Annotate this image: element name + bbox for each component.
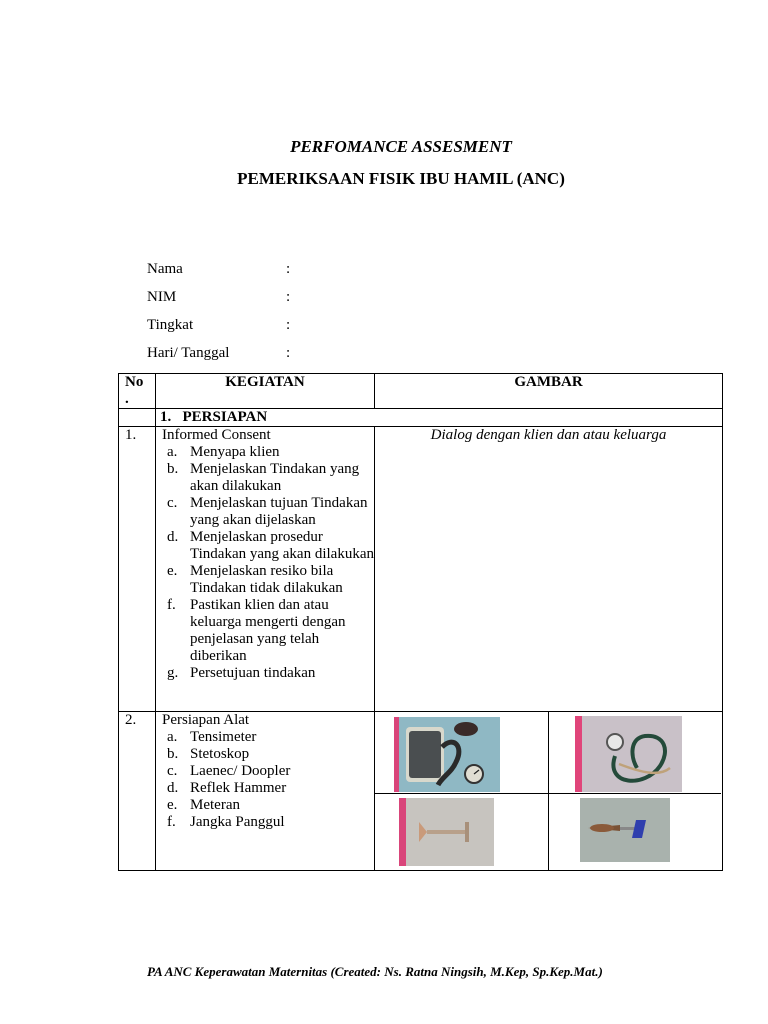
- identity-label: Hari/ Tanggal: [147, 345, 230, 361]
- activity-cell: [156, 427, 375, 712]
- identity-row-tingkat: [147, 317, 291, 334]
- document-footer: PA ANC Keperawatan Maternitas (Created: Ns. Ratna Ningsih, M.Kep, Sp.Kep.Mat.): [147, 964, 603, 979]
- row-number: 2.: [119, 712, 156, 871]
- identity-label: NIM: [147, 289, 177, 305]
- list-item: c. Menjelaskan tujuan Tindakan yang akan dijelaskan: [167, 495, 368, 528]
- identity-colon: :: [286, 261, 291, 277]
- section-label: PERSIAPAN: [182, 409, 268, 425]
- list-item: g. Persetujuan tindakan: [167, 665, 316, 681]
- header-no: No .: [119, 374, 156, 409]
- activity-title: Persiapan Alat: [162, 712, 250, 728]
- identity-colon: :: [286, 317, 291, 333]
- section-title: [156, 409, 723, 427]
- activity-list: [162, 444, 374, 682]
- list-item: c. Laenec/ Doopler: [167, 763, 291, 779]
- list-item: e. Menjelaskan resiko bila Tindakan tidak dilakukan: [167, 563, 343, 596]
- list-item: f. Pastikan klien dan atau keluarga mengerti dengan penjelasan yang telah diberikan: [167, 597, 346, 664]
- header-kegiatan: KEGIATAN: [156, 374, 375, 409]
- list-item: f. Jangka Panggul: [167, 814, 285, 830]
- assessment-table: [118, 373, 723, 871]
- document-title: PERFOMANCE ASSESMENT: [290, 137, 512, 156]
- identity-row-nama: [147, 261, 291, 278]
- section-number: 1.: [160, 409, 172, 425]
- header-gambar: GAMBAR: [375, 374, 723, 409]
- image-grid-cell: [375, 712, 723, 871]
- table-header-row: [119, 374, 723, 409]
- identity-row-nim: [147, 289, 291, 306]
- document-subtitle: PEMERIKSAAN FISIK IBU HAMIL (ANC): [237, 169, 565, 188]
- table-row: [119, 712, 723, 871]
- row-number: 1.: [119, 427, 156, 712]
- reflex-hammer-photo: [580, 798, 670, 862]
- table-row: [119, 427, 723, 712]
- identity-row-hari-tanggal: [147, 345, 291, 362]
- laenec-photo: [399, 798, 494, 866]
- list-item: a. Tensimeter: [167, 729, 257, 745]
- list-item: b. Stetoskop: [167, 746, 250, 762]
- list-item: d. Menjelaskan prosedur Tindakan yang akan dilakukan: [167, 529, 374, 562]
- image-note: Dialog dengan klien dan atau keluarga: [375, 427, 723, 712]
- section-row: [119, 409, 723, 427]
- identity-colon: :: [286, 345, 291, 361]
- identity-label: Nama: [147, 261, 183, 277]
- grid-divider: [375, 793, 721, 794]
- identity-label: Tingkat: [147, 317, 194, 333]
- activity-list: [162, 729, 374, 831]
- image-grid: [375, 712, 721, 870]
- grid-divider: [548, 712, 549, 870]
- list-item: e. Meteran: [167, 797, 240, 813]
- list-item: d. Reflek Hammer: [167, 780, 287, 796]
- list-item: b. Menjelaskan Tindakan yang akan dilakukan: [167, 461, 360, 494]
- list-item: a. Menyapa klien: [167, 444, 280, 460]
- stethoscope-photo: [575, 716, 682, 792]
- identity-colon: :: [286, 289, 291, 305]
- tensimeter-photo: [394, 717, 500, 792]
- activity-title: Informed Consent: [162, 427, 271, 443]
- activity-cell: [156, 712, 375, 871]
- section-empty-cell: [119, 409, 156, 427]
